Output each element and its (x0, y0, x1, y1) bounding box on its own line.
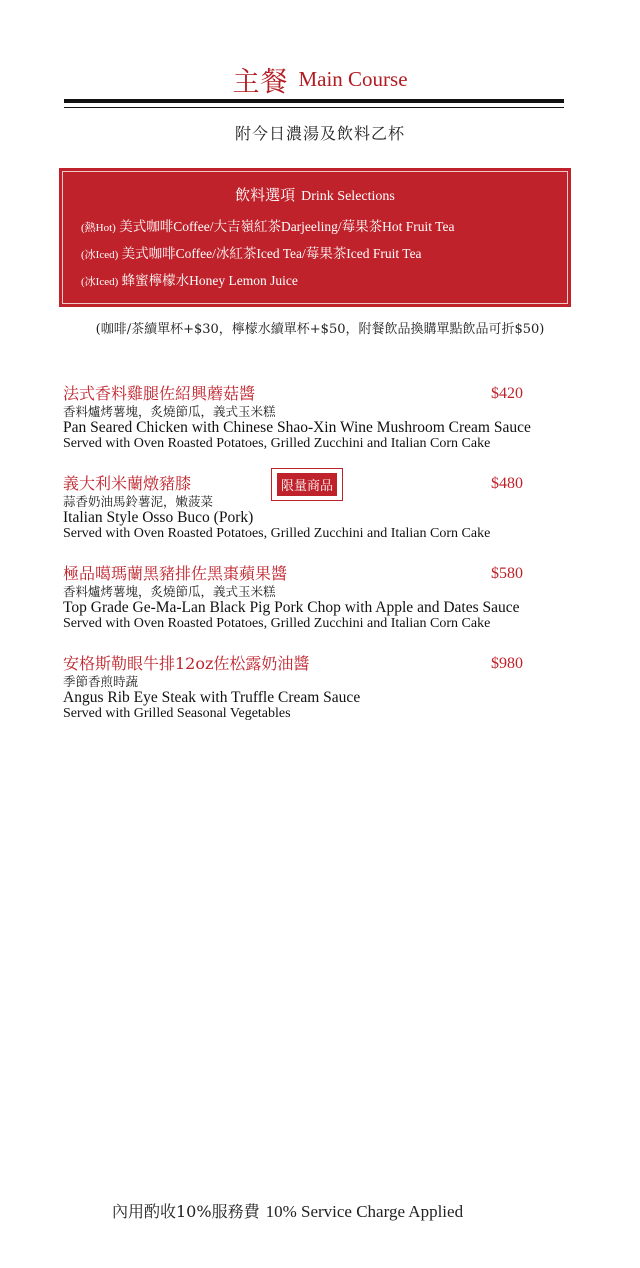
menu-item (63, 474, 623, 541)
footer-text-zh: 內用酌收10%服務費 (112, 1202, 260, 1221)
drink-title-zh: 飲料選項 (235, 186, 296, 204)
badge-label: 限量商品 (277, 473, 337, 496)
divider-thin (64, 107, 564, 108)
item-price: $980 (491, 655, 523, 672)
divider-thick (64, 99, 564, 103)
item-name-en: Top Grade Ge-Ma-Lan Black Pig Pork Chop with Apple and Dates Sauce (63, 599, 520, 616)
item-name-en: Angus Rib Eye Steak with Truffle Cream Sauce (63, 689, 361, 706)
item-name-en: Pan Seared Chicken with Chinese Shao-Xin Wine Mushroom Cream Sauce (63, 419, 531, 436)
item-name-zh: 安格斯勒眼牛排12oz佐松露奶油醬 (63, 654, 310, 673)
drink-tag: (熱Hot) (81, 222, 116, 234)
item-name-zh: 法式香料雞腿佐紹興蘑菇醬 (63, 384, 256, 403)
drink-line-honey-lemon (81, 268, 567, 295)
drink-tag: (冰Iced) (81, 276, 119, 288)
title-en: Main Course (298, 67, 408, 91)
menu-item (63, 564, 623, 631)
menu-item (63, 654, 623, 721)
item-sides-zh: 蒜香奶油馬鈴薯泥，嫩菠菜 (63, 494, 214, 509)
drink-tag: (冰Iced) (81, 249, 119, 261)
drink-selections-title (63, 184, 567, 205)
item-price: $580 (491, 565, 523, 582)
service-charge-note (112, 1199, 463, 1222)
limited-edition-badge (271, 468, 343, 501)
menu-item (63, 384, 623, 451)
item-name-en: Italian Style Osso Buco (Pork) (63, 509, 254, 526)
item-name-zh: 義大利米蘭燉豬膝 (63, 474, 192, 493)
drink-line-iced (81, 241, 567, 268)
item-sides-en: Served with Grilled Seasonal Vegetables (63, 706, 291, 721)
drink-options: 美式咖啡Coffee/大吉嶺紅茶Darjeeling/莓果茶Hot Fruit Tea (119, 219, 455, 234)
page-subtitle: 附今日濃湯及飲料乙杯 (234, 124, 405, 143)
footer-text-en: 10% Service Charge Applied (265, 1202, 464, 1221)
item-sides-en: Served with Oven Roasted Potatoes, Grilled Zucchini and Italian Corn Cake (63, 526, 491, 541)
drink-selections-box (59, 168, 571, 307)
drink-line-hot (81, 214, 567, 241)
drink-options: 蜂蜜檸檬水Honey Lemon Juice (121, 273, 298, 288)
item-sides-en: Served with Oven Roasted Potatoes, Grilled Zucchini and Italian Corn Cake (63, 616, 491, 631)
drink-selections-inner (62, 171, 568, 304)
item-price: $480 (491, 475, 523, 492)
drink-refill-note: (咖啡/茶續單杯+$30，檸檬水續單杯+$50，附餐飲品換購單點飲品可折$50) (95, 322, 545, 337)
title-zh: 主餐 (232, 67, 289, 98)
item-name-zh: 極品噶瑪蘭黑豬排佐黑棗蘋果醬 (63, 564, 288, 583)
item-sides-zh: 季節香煎時蔬 (63, 674, 139, 689)
page-title (0, 60, 640, 99)
item-sides-zh: 香料爐烤薯塊，炙燒節瓜，義式玉米糕 (63, 404, 276, 419)
item-price: $420 (491, 385, 523, 402)
drink-options: 美式咖啡Coffee/冰紅茶Iced Tea/莓果茶Iced Fruit Tea (121, 246, 422, 261)
item-sides-zh: 香料爐烤薯塊，炙燒節瓜，義式玉米糕 (63, 584, 276, 599)
drink-title-en: Drink Selections (301, 189, 395, 204)
item-sides-en: Served with Oven Roasted Potatoes, Grilled Zucchini and Italian Corn Cake (63, 436, 491, 451)
